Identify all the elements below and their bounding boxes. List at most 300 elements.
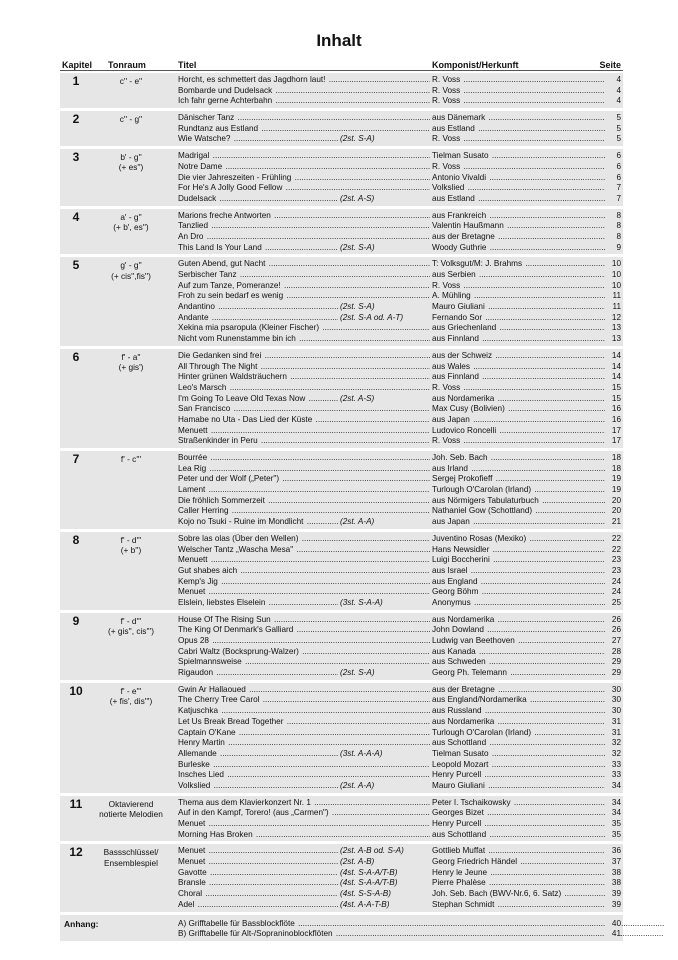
entry-composer xyxy=(432,281,606,292)
entry-composer-text: Georg Ph. Telemann xyxy=(432,668,507,678)
entry-title-text: Choral xyxy=(178,889,203,899)
entry-page: 38 xyxy=(605,868,621,879)
entry-composer xyxy=(432,372,606,383)
entry-title xyxy=(178,760,430,771)
entry-page: 8 xyxy=(605,221,621,232)
entry-page: 24 xyxy=(605,587,621,598)
entry-title-text: Rigaudon xyxy=(178,668,214,678)
entry-title-text: Serbischer Tanz xyxy=(178,270,237,279)
appendix-entry-page: 41 xyxy=(605,929,621,940)
entry-page: 4 xyxy=(605,96,621,107)
entry-page: 22 xyxy=(605,545,621,556)
toc-entry xyxy=(60,598,623,609)
entry-composer-text: aus Schottland xyxy=(432,738,487,748)
entry-page: 19 xyxy=(605,474,621,485)
entry-composer xyxy=(432,464,606,475)
toc-entry xyxy=(60,415,623,426)
entry-composer xyxy=(432,647,606,658)
toc-entry xyxy=(60,323,623,334)
entry-title xyxy=(178,113,430,124)
appendix-block xyxy=(60,915,623,944)
entry-composer xyxy=(432,846,606,857)
entry-page: 6 xyxy=(605,151,621,162)
entry-title xyxy=(178,647,430,658)
entry-composer xyxy=(432,615,606,626)
entry-composer xyxy=(432,124,606,135)
entry-title-text: For He's A Jolly Good Fellow xyxy=(178,183,283,193)
entry-title xyxy=(178,615,430,626)
entry-composer xyxy=(432,75,606,86)
entry-title-text: Cabri Waltz (Bocksprung-Walzer) xyxy=(178,646,299,656)
entry-composer-text: aus der Schweiz xyxy=(432,350,493,360)
entry-title xyxy=(178,545,430,556)
entry-page: 9 xyxy=(605,243,621,254)
toc-entry xyxy=(60,819,623,830)
entry-title-text: Thema aus dem Klavierkonzert Nr. 1 xyxy=(178,797,311,807)
entry-composer xyxy=(432,323,606,334)
entry-page: 7 xyxy=(605,183,621,194)
header-komponist: Komponist/Herkunft xyxy=(432,60,519,70)
entry-composer xyxy=(432,728,606,739)
entry-title-text: Katjuschka xyxy=(178,706,219,716)
toc-entry xyxy=(60,183,623,194)
entry-title-text: All Through The Night xyxy=(178,361,258,371)
entry-voicing: (2st. S-A) xyxy=(338,668,430,679)
appendix-label: Anhang: xyxy=(64,918,99,929)
entry-composer-text: Anonymus xyxy=(432,597,471,607)
entry-composer xyxy=(432,577,606,588)
chapter-number: 4 xyxy=(72,209,80,224)
entry-title xyxy=(178,625,430,636)
appendix-entry-page: 40 xyxy=(605,919,621,930)
entry-title xyxy=(178,232,430,243)
entry-page: 24 xyxy=(605,577,621,588)
entry-page: 36 xyxy=(605,846,621,857)
entry-title xyxy=(178,221,430,232)
entry-composer-text: aus Frankreich xyxy=(432,210,487,220)
entry-voicing: (2st. A-A) xyxy=(338,517,430,528)
toc-entry xyxy=(60,383,623,394)
entry-composer xyxy=(432,830,606,841)
entry-title xyxy=(178,372,430,383)
entry-voicing: (2st. A-A) xyxy=(338,781,430,792)
entry-title-text: San Francisco xyxy=(178,404,231,414)
entry-title-text: Lea Rig xyxy=(178,463,207,473)
chapter-range-line: a' - g'' xyxy=(120,211,142,222)
toc-entry xyxy=(60,534,623,545)
toc-entry xyxy=(60,636,623,647)
entry-page: 8 xyxy=(605,232,621,243)
entry-composer xyxy=(432,302,606,313)
entry-title xyxy=(178,577,430,588)
toc-entry xyxy=(60,845,623,860)
toc-entry xyxy=(60,587,623,598)
header-rule xyxy=(60,70,623,71)
toc-entry xyxy=(60,685,623,696)
entry-page: 33 xyxy=(605,770,621,781)
entry-composer-text: aus Nordamerika xyxy=(432,614,495,624)
entry-composer-text: aus Dänemark xyxy=(432,113,486,123)
toc-entry xyxy=(60,362,623,373)
entry-composer xyxy=(432,415,606,426)
entry-composer xyxy=(432,668,606,679)
entry-composer xyxy=(432,173,606,184)
entry-composer-text: aus Estland xyxy=(432,193,475,203)
entry-title-text: Tanzlied xyxy=(178,221,209,231)
toc-entry xyxy=(60,134,623,145)
chapter-range-line: (+ gis') xyxy=(118,362,144,373)
entry-composer xyxy=(432,86,606,97)
entry-title-text: Bourrée xyxy=(178,453,208,462)
entry-title-text: Burleske xyxy=(178,759,210,769)
entry-composer xyxy=(432,496,606,507)
entry-voicing: (2st. A-B od. S-A) xyxy=(338,846,430,857)
entry-title xyxy=(178,75,430,86)
entry-title-text: Marions freche Antworten xyxy=(178,210,271,220)
entry-page: 19 xyxy=(605,485,621,496)
entry-title-text: Xekina mia psaropula (Kleiner Fischer) xyxy=(178,323,320,333)
entry-composer xyxy=(432,706,606,717)
entry-composer xyxy=(432,291,606,302)
entry-title xyxy=(178,695,430,706)
entry-title-text: Hamabe no Uta - Das Lied der Küste xyxy=(178,414,313,424)
chapter-number: 8 xyxy=(72,532,80,547)
toc-entry xyxy=(60,394,623,405)
entry-page: 14 xyxy=(605,351,621,362)
chapter-range-line: f' - d''' xyxy=(120,615,142,626)
entry-voicing: (4st. A-A-T-B) xyxy=(338,900,430,911)
toc-entry xyxy=(60,211,623,222)
entry-composer-text: aus Russland xyxy=(432,706,482,716)
entry-page: 8 xyxy=(605,211,621,222)
entry-title-text: Rundtanz aus Estland xyxy=(178,123,259,133)
entry-title xyxy=(178,566,430,577)
chapter-block xyxy=(60,683,623,796)
entry-composer-text: aus der Bretagne xyxy=(432,231,495,241)
toc-entry xyxy=(60,738,623,749)
chapter-block xyxy=(60,209,623,258)
entry-composer xyxy=(432,760,606,771)
entry-composer-text: aus Kanada xyxy=(432,646,476,656)
entry-title xyxy=(178,86,430,97)
toc-entry xyxy=(60,577,623,588)
chapter-range-line: f' - d''' xyxy=(120,534,142,545)
toc-entry xyxy=(60,808,623,819)
entry-page: 15 xyxy=(605,383,621,394)
entry-composer-text: aus Estland xyxy=(432,123,475,133)
entry-page: 6 xyxy=(605,173,621,184)
toc-entry xyxy=(60,695,623,706)
entry-title-text: Sobre las olas (Über den Wellen) xyxy=(178,533,299,543)
toc-entry xyxy=(60,647,623,658)
toc-entry xyxy=(60,243,623,254)
header-titel: Titel xyxy=(178,60,197,70)
entry-title-text: Elslein, liebstes Elselein xyxy=(178,597,266,607)
toc-entry xyxy=(60,868,623,879)
entry-page: 39 xyxy=(605,900,621,911)
entry-composer-text: aus Japan xyxy=(432,517,470,527)
toc-entry xyxy=(60,372,623,383)
chapter-range-line: Oktavierend xyxy=(108,798,154,809)
entry-title xyxy=(178,162,430,173)
chapter-number: 3 xyxy=(72,150,80,165)
entry-composer xyxy=(432,334,606,345)
entry-composer-text: A. Mühling xyxy=(432,291,471,301)
entry-title-text: Henry Martin xyxy=(178,738,225,748)
entry-page: 27 xyxy=(605,636,621,647)
entry-page: 30 xyxy=(605,685,621,696)
entry-page: 18 xyxy=(605,464,621,475)
entry-title-text: Volkslied xyxy=(178,780,211,790)
entry-page: 5 xyxy=(605,113,621,124)
entry-title-text: Andantino xyxy=(178,302,215,312)
entry-page: 32 xyxy=(605,738,621,749)
entry-title-text: Gavotte xyxy=(178,867,207,877)
entry-title xyxy=(178,383,430,394)
entry-title xyxy=(178,506,430,517)
entry-title-text: This Land Is Your Land xyxy=(178,242,262,252)
entry-page: 17 xyxy=(605,436,621,447)
entry-composer-text: R. Voss xyxy=(432,382,461,392)
entry-composer xyxy=(432,857,606,868)
entry-page: 16 xyxy=(605,404,621,415)
entry-title xyxy=(178,291,430,302)
entry-page: 34 xyxy=(605,798,621,809)
entry-page: 5 xyxy=(605,124,621,135)
entry-title-text: Straßenkinder in Peru xyxy=(178,436,258,446)
toc-entry xyxy=(60,878,623,889)
entry-composer-text: aus Wales xyxy=(432,361,470,371)
entry-page: 31 xyxy=(605,717,621,728)
entry-page: 14 xyxy=(605,362,621,373)
entry-page: 29 xyxy=(605,668,621,679)
entry-title-text: Madrigal xyxy=(178,151,210,161)
entry-title xyxy=(178,685,430,696)
chapter-block xyxy=(60,149,623,208)
entry-title-text: Menuet xyxy=(178,587,206,597)
entry-page: 34 xyxy=(605,781,621,792)
entry-title-text: Kemp's Jig xyxy=(178,576,218,586)
entry-composer xyxy=(432,868,606,879)
chapter-block xyxy=(60,349,623,451)
entry-title-text: Welscher Tantz „Wascha Mesa" xyxy=(178,544,294,554)
entry-title-text: Opus 28 xyxy=(178,636,209,645)
toc-entry xyxy=(60,770,623,781)
chapter-number: 9 xyxy=(72,613,80,628)
entry-title-text: An Dro xyxy=(178,231,204,241)
entry-composer xyxy=(432,781,606,792)
entry-composer xyxy=(432,819,606,830)
entry-title xyxy=(178,808,430,819)
entry-composer xyxy=(432,313,606,324)
entry-title-text: Auf zum Tanze, Pomeranze! xyxy=(178,280,281,290)
chapter-range-line: b' - g'' xyxy=(120,152,142,163)
entry-composer xyxy=(432,183,606,194)
chapter-range-line: (+ b'') xyxy=(120,545,142,556)
chapter-block xyxy=(60,796,623,845)
entry-composer-text: Henry Purcell xyxy=(432,819,482,828)
chapter-range-line: f' - e''' xyxy=(120,685,142,696)
toc-entry xyxy=(60,162,623,173)
entry-title xyxy=(178,770,430,781)
chapter-block xyxy=(60,613,623,683)
entry-title-text: Peter und der Wolf („Peter") xyxy=(178,474,280,484)
entry-composer xyxy=(432,211,606,222)
toc-entry xyxy=(60,281,623,292)
entry-title-text: Froh zu sein bedarf es wenig xyxy=(178,291,284,301)
entry-composer-text: aus Nordamerika xyxy=(432,393,495,403)
entry-composer xyxy=(432,636,606,647)
chapter-number: 2 xyxy=(72,112,80,127)
entry-title xyxy=(178,819,430,830)
entry-composer xyxy=(432,545,606,556)
entry-composer-text: aus Finnland xyxy=(432,372,479,382)
entry-title-text: Die vier Jahreszeiten - Frühling xyxy=(178,172,292,182)
entry-voicing: (2st. S-A od. A-T) xyxy=(338,313,430,324)
entry-title xyxy=(178,426,430,437)
entry-composer xyxy=(432,221,606,232)
entry-title-text: Menuett xyxy=(178,425,208,435)
entry-page: 6 xyxy=(605,162,621,173)
entry-page: 10 xyxy=(605,270,621,281)
entry-title xyxy=(178,474,430,485)
entry-title xyxy=(178,717,430,728)
entry-composer-text: aus Nordamerika xyxy=(432,716,495,726)
entry-title-text: House Of The Rising Sun xyxy=(178,614,271,624)
entry-composer xyxy=(432,587,606,598)
entry-page: 37 xyxy=(605,857,621,868)
entry-composer-text: Gottlieb Muffat xyxy=(432,846,486,856)
entry-composer xyxy=(432,351,606,362)
chapter-range-line: (+ cis'',fis'') xyxy=(111,270,151,281)
entry-composer-text: R. Voss xyxy=(432,280,461,290)
entry-page: 13 xyxy=(605,323,621,334)
entry-composer-text: Ludovico Roncelli xyxy=(432,425,497,435)
entry-title-text: Gut shabes aich xyxy=(178,565,238,575)
entry-composer-text: aus Schweden xyxy=(432,657,486,667)
entry-title xyxy=(178,485,430,496)
entry-composer xyxy=(432,738,606,749)
entry-title xyxy=(178,496,430,507)
entry-title-text: Guten Abend, gut Nacht xyxy=(178,259,266,269)
entry-title xyxy=(178,728,430,739)
entry-composer-text: aus der Bretagne xyxy=(432,684,495,694)
entry-title-text: Wie Watsche? xyxy=(178,134,231,144)
toc-entry xyxy=(60,270,623,281)
toc-entry xyxy=(60,124,623,135)
entry-title-text: Caller Herring xyxy=(178,506,229,516)
entry-composer xyxy=(432,695,606,706)
entry-composer-text: Joh. Seb. Bach xyxy=(432,453,488,462)
entry-composer xyxy=(432,162,606,173)
entry-composer-text: R. Voss xyxy=(432,436,461,446)
entry-composer xyxy=(432,151,606,162)
entry-composer xyxy=(432,270,606,281)
entry-composer xyxy=(432,243,606,254)
entry-page: 17 xyxy=(605,426,621,437)
entry-title xyxy=(178,830,430,841)
entry-title xyxy=(178,211,430,222)
entry-title-text: Dänischer Tanz xyxy=(178,113,235,123)
toc-entry xyxy=(60,436,623,447)
entry-title-text: Die Gedanken sind frei xyxy=(178,350,262,360)
entry-voicing: (4st. S-A-A/T-B) xyxy=(338,878,430,889)
entry-composer xyxy=(432,685,606,696)
entry-composer-text: Nathaniel Gow (Schottland) xyxy=(432,506,533,516)
entry-composer-text: Luigi Boccherini xyxy=(432,555,490,565)
toc-entry xyxy=(60,150,623,165)
entry-composer xyxy=(432,404,606,415)
toc-entry xyxy=(60,464,623,475)
toc-entry xyxy=(60,221,623,232)
entry-page: 5 xyxy=(605,134,621,145)
entry-title-text: Nicht vom Runenstamme bin ich xyxy=(178,334,296,344)
entry-composer-text: aus Japan xyxy=(432,414,470,424)
entry-composer-text: aus Nörmigers Tabulaturbuch xyxy=(432,495,539,505)
entry-voicing: (2st. A-S) xyxy=(338,194,430,205)
chapter-number: 1 xyxy=(72,74,80,88)
toc-entry xyxy=(60,625,623,636)
entry-title xyxy=(178,323,430,334)
entry-composer-text: Leopold Mozart xyxy=(432,759,489,769)
entry-page: 34 xyxy=(605,808,621,819)
entry-composer-text: aus Schottland xyxy=(432,829,487,839)
entry-composer xyxy=(432,517,606,528)
entry-composer xyxy=(432,436,606,447)
entry-page: 16 xyxy=(605,415,621,426)
toc-entry xyxy=(60,86,623,97)
entry-composer-text: R. Voss xyxy=(432,85,461,95)
entry-composer xyxy=(432,555,606,566)
entry-composer-text: aus England xyxy=(432,576,478,586)
entry-title xyxy=(178,534,430,545)
toc-entry xyxy=(60,781,623,792)
entry-voicing: (2st. A-B) xyxy=(338,857,430,868)
entry-page: 4 xyxy=(605,86,621,97)
entry-composer xyxy=(432,878,606,889)
chapter-number: 10 xyxy=(69,683,83,698)
entry-composer xyxy=(432,717,606,728)
chapter-range-line: Bassschlüssel/ xyxy=(103,847,159,858)
entry-page: 20 xyxy=(605,506,621,517)
entry-composer xyxy=(432,453,606,464)
chapter-range-line: Ensemblespiel xyxy=(104,857,158,868)
chapter-range-line: c'' - g'' xyxy=(119,114,143,125)
entry-title-text: Captain O'Kane xyxy=(178,727,236,737)
entry-page: 26 xyxy=(605,625,621,636)
entry-page: 14 xyxy=(605,372,621,383)
entry-composer-text: Sergej Prokofieff xyxy=(432,474,493,484)
entry-title-text: Insches Lied xyxy=(178,770,224,780)
entry-page: 12 xyxy=(605,313,621,324)
toc-entry xyxy=(60,830,623,841)
entry-composer xyxy=(432,598,606,609)
entry-composer xyxy=(432,749,606,760)
entry-composer-text: aus Finnland xyxy=(432,334,479,344)
toc-entry xyxy=(60,889,623,900)
chapter-range-line: g' - g'' xyxy=(120,260,142,271)
entry-page: 15 xyxy=(605,394,621,405)
entry-composer-text: Joh. Seb. Bach (BWV-Nr.6, 6. Satz) xyxy=(432,889,562,899)
entry-title-text: Notre Dame xyxy=(178,161,223,171)
entry-composer xyxy=(432,889,606,900)
entry-title xyxy=(178,96,430,107)
entry-page: 39 xyxy=(605,889,621,900)
chapter-range-line: (+ b', es'') xyxy=(113,221,149,232)
entry-composer-text: Tielman Susato xyxy=(432,748,489,758)
entry-composer xyxy=(432,770,606,781)
entry-composer-text: Turlough O'Carolan (Irland) xyxy=(432,727,532,737)
